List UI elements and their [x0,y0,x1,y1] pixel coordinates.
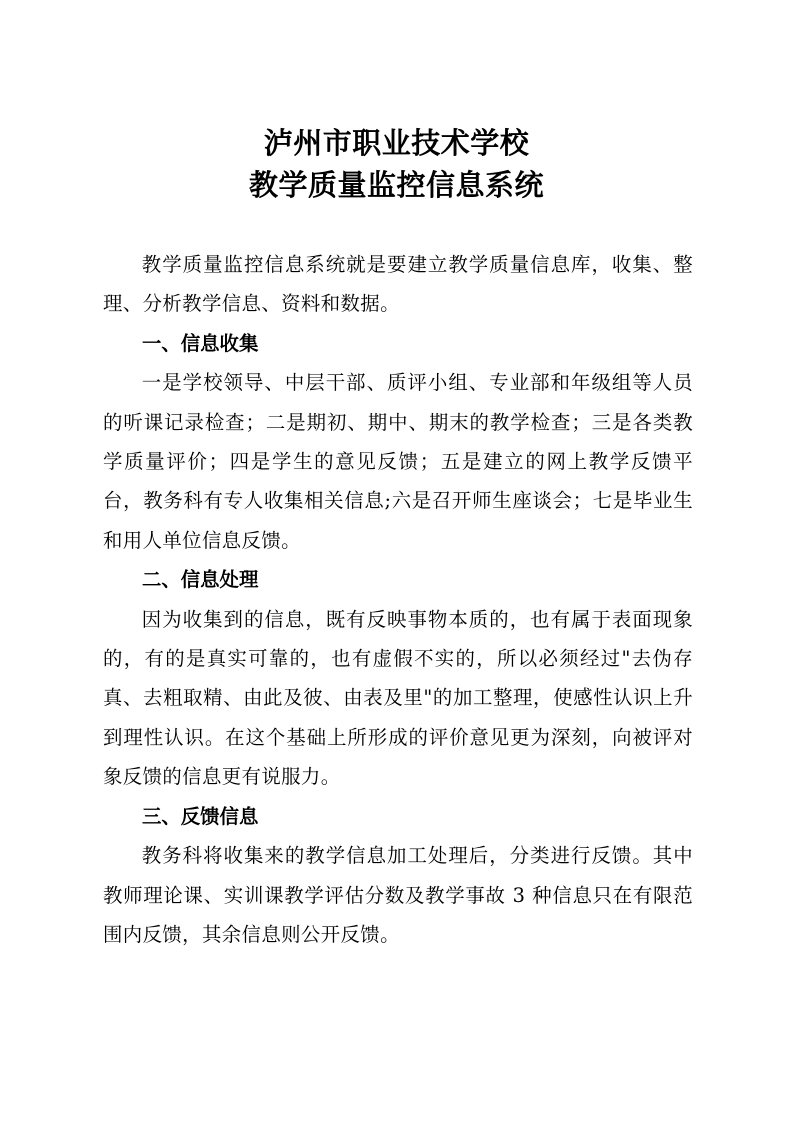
section-heading-feedback: 三、反馈信息 [142,804,259,828]
document-body [103,245,693,954]
title-system-name: 教学质量监控信息系统 [248,168,544,202]
section-text-collection: 一是学校领导、中层干部、质评小组、专业部和年级组等人员的听课记录检查；二是期初、期中、期末的教学检查；三是各类教学质量评价；四是学生的意见反馈；五是建立的网上教学反馈平台，教务科有专人收集相关信息;六是召开师生座谈会；七是毕业生和用人单位信息反馈。 [103,371,693,552]
document-title [0,122,793,206]
section-text-feedback: 教务科将收集来的教学信息加工处理后，分类进行反馈。其中教师理论课、实训课教学评估分数及教学事故 3 种信息只在有限范围内反馈，其余信息则公开反馈。 [103,844,693,946]
section-text-processing: 因为收集到的信息，既有反映事物本质的，也有属于表面现象的，有的是真实可靠的，也有虚假不实的，所以必须经过"去伪存真、去粗取精、由此及彼、由表及里"的加工整理，使感性认识上升到理性认识。在这个基础上所形成的评价意见更为深刻，向被评对象反馈的信息更有说服力。 [103,607,693,789]
section-heading-collection: 一、信息收集 [142,331,259,355]
title-school-name: 泸州市职业技术学校 [263,126,530,160]
section-heading-processing: 二、信息处理 [142,568,259,592]
intro-paragraph: 教学质量监控信息系统就是要建立教学质量信息库，收集、整理、分析教学信息、资料和数据。 [103,253,693,316]
